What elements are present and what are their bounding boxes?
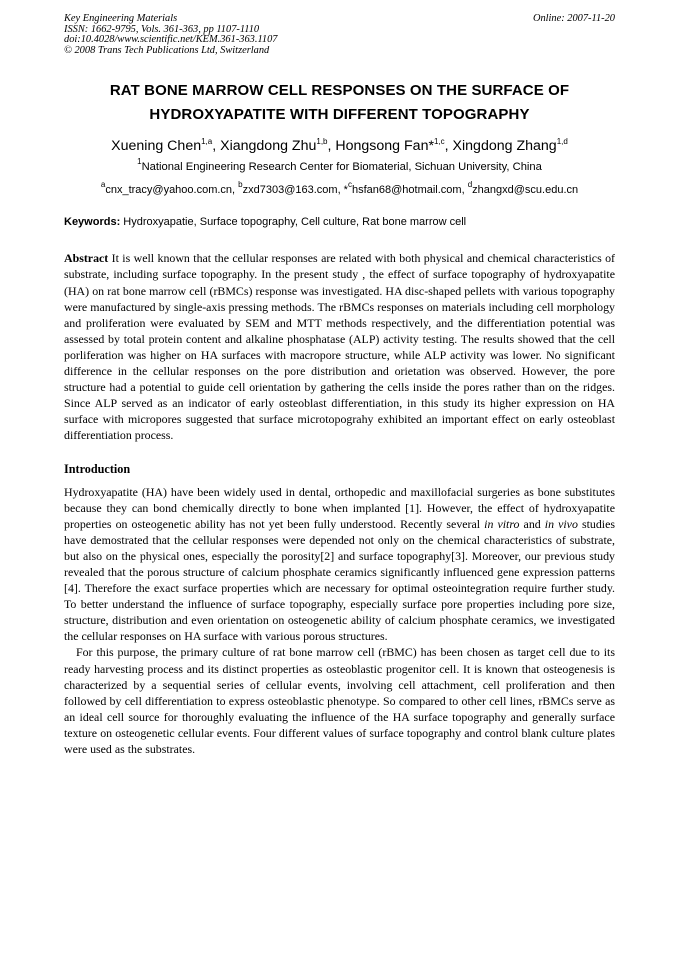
author-name: Hongsong Fan* [335,138,434,155]
online-date: Online: 2007-11-20 [532,13,615,24]
intro-italic-term: in vivo [544,516,578,531]
affiliation-sup: 1 [137,157,142,167]
keywords-label: Keywords: [64,216,121,229]
abstract [64,250,615,443]
journal-name: Key Engineering Materials [64,13,178,24]
author-affil-sup: 1,b [316,137,328,147]
abstract-text: It is well known that the cellular responses are related with both physical and chemical characteristics of substrate, including surface topography. In the present study , the effect of surface topography of hydroxyapatite (HA) on rat bone marrow cell (rBMCs) response was investigated. HA disc-shaped pellets with various topography were manufactured by single-axis pressing methods. The rBMCs responses on materials including cell morphology and proliferation were evaluated by SEM and MTT methods respectively, and the differentiation potential was assessed by total protein content and alkaline phosphatase (ALP) activity testing. The results showed that the cell porliferation was higher on HA surfaces with macropore structure, while ALP activity was lower. No significant difference in the cellular responses on the pore distribution and orietation was observed. However, the pore structure had a potential to guide cell orientation by gathering the cells inside the pores rather than on the ridges. Since ALP served as an indicator of early osteoblast differentiation, in this study its higher expression on HA surface with micropores suggested that surface microtopograhy exhibited an important effect on early osteoblast differentiation process. [64,251,615,443]
intro-text: Hydroxyapatite (HA) have been widely used in dental, orthopedic and maxillofacial surgeries as bone substitutes because they can bond chemically directly to bone when implanted [1]. However, the effect of hydroxyapatite properties on osteogenetic ability has not yet been fully understood. Recently several [64,484,615,531]
affiliation-text: National Engineering Research Center for Biomaterial, Sichuan University, China [141,161,542,174]
affiliation [64,157,615,174]
email-address[interactable]: hsfan68@hotmail.com, [351,184,468,197]
intro-italic-term: in vitro [484,516,520,531]
email-address[interactable]: zxd7303@163.com, * [242,184,348,197]
journal-header [64,14,615,56]
email-list [64,180,615,197]
author-separator: , [444,138,453,155]
email-sup: c [347,180,352,190]
author-name: Xuening Chen [111,138,202,155]
introduction-paragraph-1 [64,484,615,645]
author-name: Xingdong Zhang [452,138,557,155]
issn-line: ISSN: 1662-9795, Vols. 361-363, pp 1107-1110 [64,23,260,35]
paper-title [64,79,615,127]
title-line-2: HYDROXYAPATITE WITH DIFFERENT TOPOGRAPHY [149,106,530,124]
introduction-paragraph-2: For this purpose, the primary culture of rat bone marrow cell (rBMC) has been chosen as target cell due to its ready harvesting process and its distinct properties as osteoblastic progenitor cell. It is known that osteogenesis is characterized by a sequential series of cellular events, involving cell attachment, cell proliferation and then followed by cell differentiation to express osteoblastic phenotype. So compared to other cell lines, rBMCs serve as an ideal cell source for thoroughly evaluating the influence of the HA surface topography and generally surface texture on osteogenetic cellular events. Four different values of surface topography and control blank culture plates were used as the substrates. [64,645,615,756]
introduction-heading: Introduction [64,461,131,476]
email-sup: a [100,180,106,190]
author-affil-sup: 1,a [201,137,213,147]
author-separator: , [327,138,336,155]
email-sup: b [238,180,243,190]
author-affil-sup: 1,d [556,137,568,147]
email-address[interactable]: cnx_tracy@yahoo.com.cn, [105,184,239,197]
doi-line: doi:10.4028/www.scientific.net/KEM.361-363.1107 [64,34,278,46]
author-name: Xiangdong Zhu [220,138,317,155]
title-line-1: RAT BONE MARROW CELL RESPONSES ON THE SURFACE OF [109,82,570,100]
copyright-line: © 2008 Trans Tech Publications Ltd, Switzerland [64,44,270,56]
author-list [64,137,615,155]
keywords-text: Hydroxyapatie, Surface topography, Cell culture, Rat bone marrow cell [120,216,467,229]
intro-text: and [519,516,545,531]
intro-text: studies have demostrated that the cellular responses were depended not only on the chemical characteristics of substrate, but also on the physical ones, especially the porosity[2] and surface topography[3]. Moreover, our previous study revealed that the porous structure of calcium phosphate ceramics significantly influenced gene expression patterns [4]. Therefore the exact surface properties which are necessary for optimal osteointegration require further study. To better understand the influence of surface topography, especially surface pore properties including pore size, structure, distribution and even orientation on osteogenetic ability of calcium phosphate ceramics, we investigated the cellular responses on HA surface with various porous structures. [64,516,615,644]
abstract-label: Abstract [64,251,109,266]
author-affil-sup: 1,c [433,137,445,147]
email-sup: d [467,180,473,190]
keywords [64,215,615,229]
email-address[interactable]: zhangxd@scu.edu.cn [472,184,579,197]
author-separator: , [212,138,221,155]
paper-page [64,14,615,757]
